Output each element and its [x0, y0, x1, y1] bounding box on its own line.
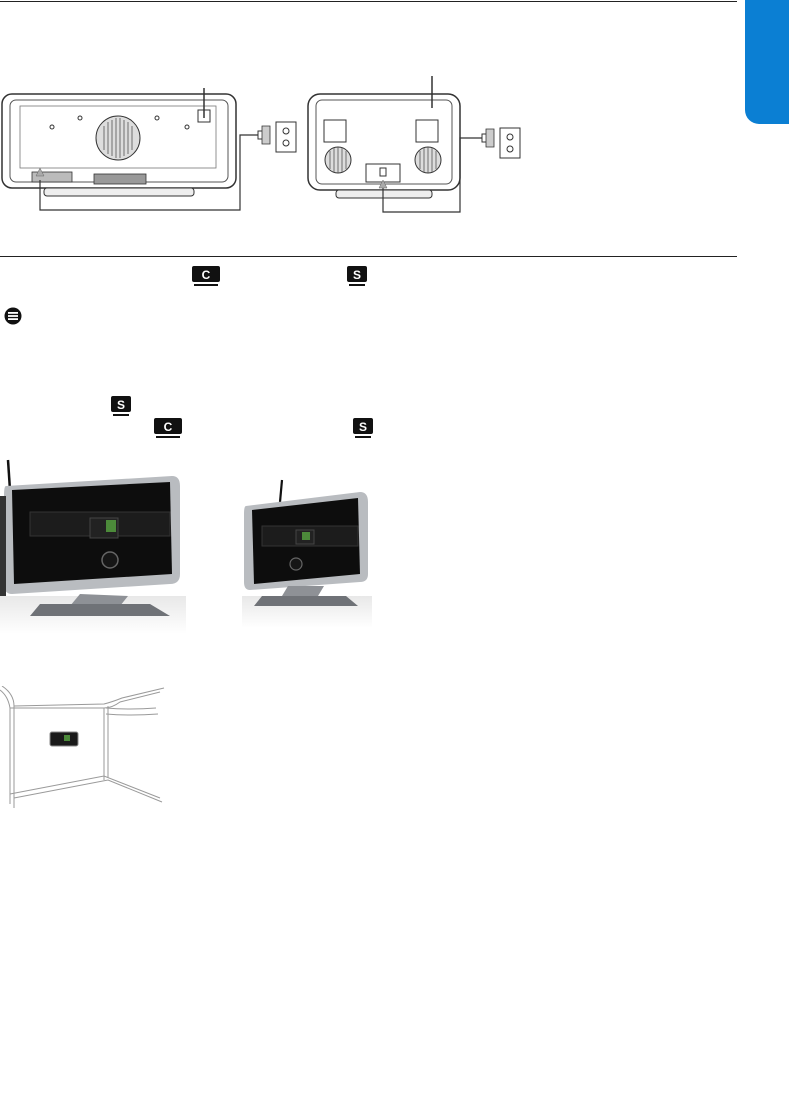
section-divider — [0, 256, 737, 257]
center-stand-base — [94, 174, 146, 184]
svg-text:S: S — [352, 268, 362, 282]
center-speaker — [96, 116, 140, 160]
center-badge-icon — [190, 266, 222, 288]
svg-text:S: S — [116, 398, 126, 412]
center-unit-power-diagram — [0, 80, 300, 220]
station-stand — [336, 190, 432, 198]
center-wall-outlet — [276, 122, 296, 152]
center-stand — [44, 188, 194, 196]
center-unit-photo — [0, 456, 186, 634]
station-unit-photo — [242, 478, 372, 628]
center-photo-stand — [30, 604, 170, 616]
note-icon — [4, 307, 22, 325]
center-photo-antenna — [8, 460, 10, 490]
center-badge-icon-2 — [152, 418, 184, 440]
svg-text:C: C — [201, 268, 211, 282]
wall-mount-sketch — [0, 686, 166, 814]
svg-text:C: C — [163, 420, 173, 434]
station-badge-icon-2 — [110, 396, 132, 418]
station-wall-outlet — [500, 128, 520, 158]
svg-text:S: S — [358, 420, 368, 434]
station-unit-power-diagram — [300, 74, 540, 220]
station-dc-socket — [380, 168, 386, 176]
top-divider — [0, 1, 737, 2]
room-outline — [0, 686, 164, 808]
station-photo-antenna — [280, 480, 282, 502]
station-badge-icon-3 — [352, 418, 374, 440]
station-badge-icon — [346, 266, 368, 288]
station-photo-stand — [254, 596, 358, 606]
section-tab — [745, 0, 789, 124]
